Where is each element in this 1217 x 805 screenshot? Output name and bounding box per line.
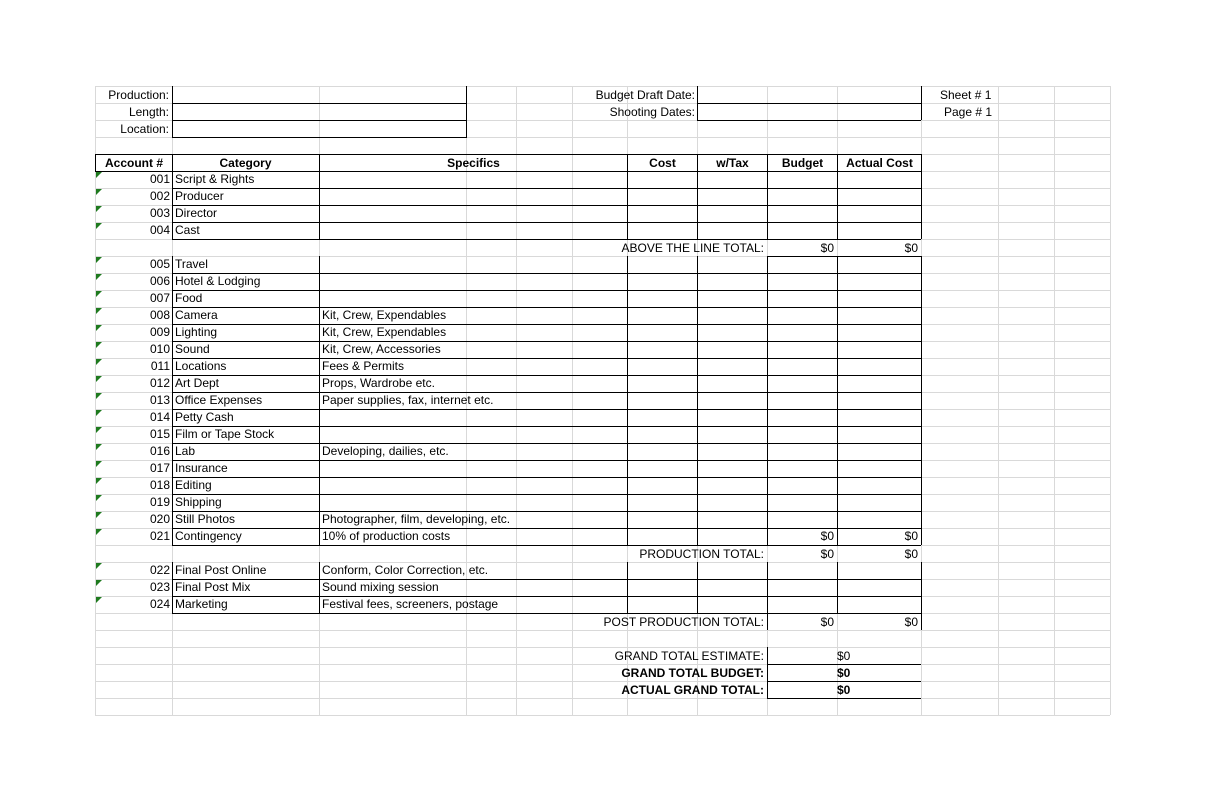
specifics-text: Developing, dailies, etc. — [322, 444, 449, 458]
grand-total-budget-label: GRAND TOTAL BUDGET: — [621, 666, 764, 680]
gridline-v — [1110, 86, 1111, 715]
category-name: Insurance — [175, 461, 228, 475]
row-underline — [172, 205, 921, 206]
row-budget: $0 — [820, 529, 834, 543]
specifics-text: Paper supplies, fax, internet etc. — [322, 393, 494, 407]
row-underline — [172, 188, 921, 189]
location-underline — [172, 137, 467, 138]
category-name: Hotel & Lodging — [175, 274, 261, 288]
production-label: Production: — [108, 88, 169, 102]
account-number: 019 — [149, 495, 170, 509]
row-underline — [172, 426, 921, 427]
grand-total-left — [767, 647, 768, 698]
category-name: Script & Rights — [175, 172, 255, 186]
section-divider — [172, 256, 173, 545]
category-name: Locations — [175, 359, 227, 373]
account-number: 012 — [149, 376, 170, 390]
section-divider — [921, 171, 922, 239]
section-divider — [697, 562, 698, 613]
above-the-line-total-label: ABOVE THE LINE TOTAL: — [621, 241, 764, 255]
account-number: 014 — [149, 410, 170, 424]
specifics-text: 10% of production costs — [322, 529, 451, 543]
category-name: Final Post Mix — [175, 580, 251, 594]
account-number: 020 — [149, 512, 170, 526]
sheet-number: Sheet # 1 — [940, 88, 992, 102]
specifics-text: Festival fees, screeners, postage — [322, 597, 499, 611]
category-name: Travel — [175, 257, 208, 271]
above-the-line-budget: $0 — [820, 241, 834, 255]
row-underline — [172, 222, 921, 223]
account-number: 015 — [149, 427, 170, 441]
date-box-right — [921, 86, 922, 120]
section-divider — [627, 562, 628, 613]
section-divider — [767, 256, 768, 545]
header-cost: Cost — [649, 156, 676, 170]
specifics-text: Props, Wardrobe etc. — [322, 376, 435, 390]
production-total-actual: $0 — [904, 547, 918, 561]
grand-total-estimate-value: $0 — [837, 649, 851, 663]
category-name: Cast — [175, 223, 200, 237]
post-total-right — [921, 613, 922, 630]
production-total-label: PRODUCTION TOTAL: — [639, 547, 764, 561]
length-underline — [172, 120, 467, 121]
draft-date-underline — [697, 103, 921, 104]
post-production-total-budget: $0 — [820, 615, 834, 629]
section-divider — [627, 256, 628, 545]
header-specifics: Specifics — [447, 156, 500, 170]
gridline-h — [95, 715, 1110, 716]
row-underline — [172, 392, 921, 393]
account-number: 017 — [149, 461, 170, 475]
actual-grand-total-label: ACTUAL GRAND TOTAL: — [621, 683, 764, 697]
category-name: Art Dept — [175, 376, 220, 390]
row-underline — [172, 443, 921, 444]
section-divider — [172, 562, 173, 613]
row-underline — [172, 596, 921, 597]
row-underline — [172, 341, 921, 342]
specifics-text: Kit, Crew, Expendables — [322, 308, 447, 322]
shooting-dates-underline — [697, 120, 921, 121]
category-name: Editing — [175, 478, 212, 492]
account-number: 004 — [149, 223, 170, 237]
account-number: 018 — [149, 478, 170, 492]
row-underline — [172, 307, 921, 308]
account-number: 009 — [149, 325, 170, 339]
header-actual-cost: Actual Cost — [846, 156, 913, 170]
section-divider — [767, 562, 768, 613]
header-box-left — [172, 86, 173, 137]
specifics-text: Kit, Crew, Expendables — [322, 325, 447, 339]
section-divider — [921, 256, 922, 545]
category-name: Camera — [175, 308, 218, 322]
gridline-v — [998, 86, 999, 715]
category-name: Contingency — [175, 529, 242, 543]
account-number: 024 — [149, 597, 170, 611]
category-name: Office Expenses — [175, 393, 263, 407]
specifics-text: Fees & Permits — [322, 359, 405, 373]
post-production-total-label: POST PRODUCTION TOTAL: — [603, 615, 764, 629]
account-number: 003 — [149, 206, 170, 220]
row-underline — [172, 375, 921, 376]
post-production-total-actual: $0 — [904, 615, 918, 629]
row-underline — [172, 494, 921, 495]
length-label: Length: — [128, 105, 169, 119]
category-name: Producer — [175, 189, 224, 203]
specifics-text: Conform, Color Correction, etc. — [322, 563, 489, 577]
row-actual: $0 — [904, 529, 918, 543]
section-divider — [837, 562, 838, 613]
account-number: 010 — [149, 342, 170, 356]
row-underline — [172, 579, 921, 580]
gridline-v — [516, 86, 517, 715]
section-divider — [319, 256, 320, 545]
header-account: Account # — [104, 156, 163, 170]
account-number: 023 — [149, 580, 170, 594]
specifics-text: Sound mixing session — [322, 580, 439, 594]
category-name: Lighting — [175, 325, 218, 339]
row-underline — [172, 511, 921, 512]
category-name: Still Photos — [175, 512, 236, 526]
account-number: 013 — [149, 393, 170, 407]
account-number: 001 — [149, 172, 170, 186]
date-box-left — [697, 86, 698, 120]
specifics-text: Photographer, film, developing, etc. — [322, 512, 511, 526]
category-name: Petty Cash — [175, 410, 234, 424]
above-the-line-actual: $0 — [904, 241, 918, 255]
specifics-text: Kit, Crew, Accessories — [322, 342, 441, 356]
header-box-right — [466, 86, 467, 137]
row-underline — [172, 409, 921, 410]
row-underline — [172, 358, 921, 359]
production-total-budget: $0 — [820, 547, 834, 561]
account-number: 007 — [149, 291, 170, 305]
location-label: Location: — [120, 122, 169, 136]
shooting-dates-label: Shooting Dates: — [609, 105, 695, 119]
account-number: 002 — [149, 189, 170, 203]
category-name: Final Post Online — [175, 563, 267, 577]
production-underline — [172, 103, 467, 104]
account-number: 021 — [149, 529, 170, 543]
page-number: Page # 1 — [944, 105, 993, 119]
grand-total-estimate-label: GRAND TOTAL ESTIMATE: — [614, 649, 764, 663]
section-divider — [921, 562, 922, 613]
account-number: 008 — [149, 308, 170, 322]
section-divider — [837, 256, 838, 545]
actual-grand-total-value: $0 — [837, 683, 851, 697]
category-name: Lab — [175, 444, 196, 458]
header-budget: Budget — [781, 156, 824, 170]
category-name: Marketing — [175, 597, 228, 611]
account-number: 006 — [149, 274, 170, 288]
section-divider — [319, 562, 320, 613]
account-number: 005 — [149, 257, 170, 271]
grand-total-budget-value: $0 — [837, 666, 851, 680]
category-name: Sound — [175, 342, 210, 356]
row-underline — [172, 273, 921, 274]
header-category: Category — [219, 156, 272, 170]
category-name: Food — [175, 291, 203, 305]
account-number: 016 — [149, 444, 170, 458]
row-underline — [172, 324, 921, 325]
budget-draft-date-label: Budget Draft Date: — [595, 88, 695, 102]
category-name: Film or Tape Stock — [175, 427, 275, 441]
category-name: Director — [175, 206, 218, 220]
row-underline — [172, 290, 921, 291]
category-name: Shipping — [175, 495, 222, 509]
row-underline — [172, 460, 921, 461]
account-number: 011 — [150, 359, 170, 373]
column-header-divider — [921, 154, 922, 171]
account-number: 022 — [149, 563, 170, 577]
section-divider — [697, 256, 698, 545]
row-underline — [172, 477, 921, 478]
gridline-v — [1054, 86, 1055, 715]
header-wtax: w/Tax — [716, 156, 749, 170]
